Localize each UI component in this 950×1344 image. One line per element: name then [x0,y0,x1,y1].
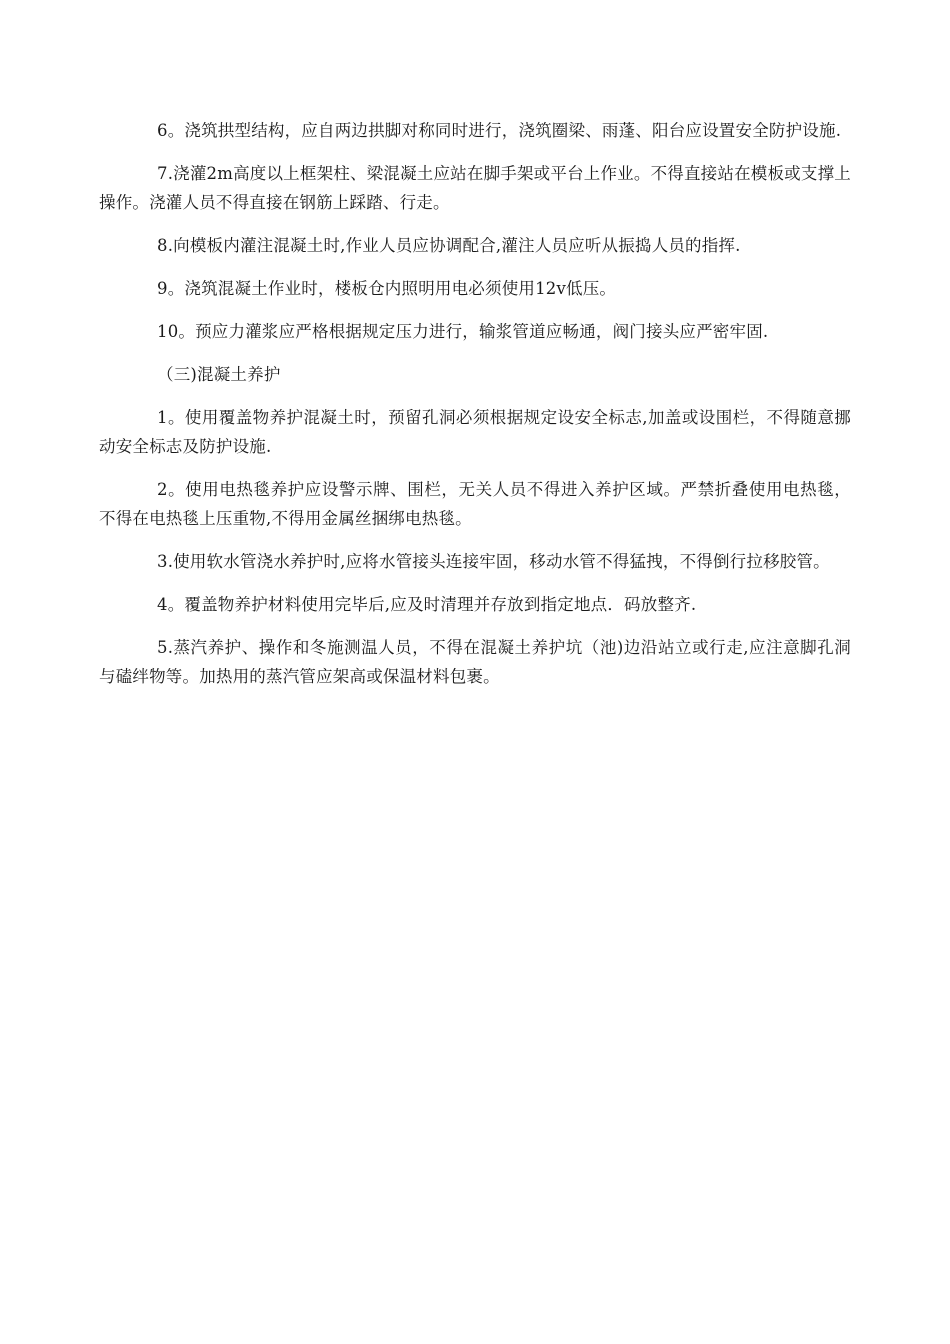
curing-paragraph-1: 1。使用覆盖物养护混凝土时，预留孔洞必须根据规定设安全标志,加盖或设围栏，不得随意挪动安全标志及防护设施. [99,408,851,456]
paragraph-9: 9。浇筑混凝土作业时，楼板仓内照明用电必须使用12v低压。 [157,279,617,298]
paragraph-6: 6。浇筑拱型结构，应自两边拱脚对称同时进行，浇筑圈梁、雨蓬、阳台应设置安全防护设施. [157,121,842,140]
paragraph-7: 7.浇灌2m高度以上框架柱、梁混凝土应站在脚手架或平台上作业。不得直接站在模板或支撑上操作。浇灌人员不得直接在钢筋上踩踏、行走。 [99,164,851,212]
paragraph-10: 10。预应力灌浆应严格根据规定压力进行，输浆管道应畅通，阀门接头应严密牢固. [157,322,769,341]
curing-paragraph-2: 2。使用电热毯养护应设警示牌、围栏，无关人员不得进入养护区域。严禁折叠使用电热毯，不得在电热毯上压重物,不得用金属丝捆绑电热毯。 [99,480,851,528]
curing-paragraph-5: 5.蒸汽养护、操作和冬施测温人员，不得在混凝土养护坑（池)边沿站立或行走,应注意脚孔洞与磕绊物等。加热用的蒸汽管应架高或保温材料包裹。 [99,638,851,686]
curing-paragraph-3: 3.使用软水管浇水养护时,应将水管接头连接牢固，移动水管不得猛拽，不得倒行拉移胶管。 [157,552,830,571]
document-body [99,116,851,705]
paragraph-8: 8.向模板内灌注混凝土时,作业人员应协调配合,灌注人员应听从振捣人员的指挥. [157,236,741,255]
curing-paragraph-4: 4。覆盖物养护材料使用完毕后,应及时清理并存放到指定地点．码放整齐. [157,595,697,614]
section-heading-curing: （三)混凝土养护 [157,365,281,384]
